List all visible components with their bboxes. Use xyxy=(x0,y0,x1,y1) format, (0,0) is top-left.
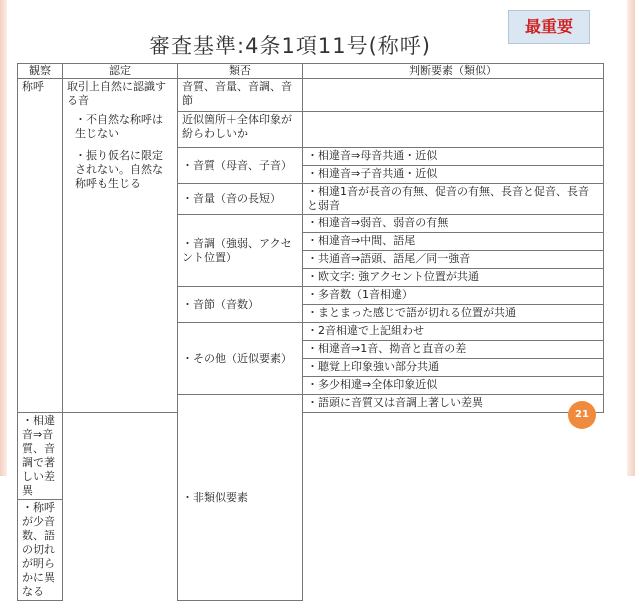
table-header-row xyxy=(18,64,604,79)
factor-item: ・称呼が少音数、語の切れが明らかに異なる xyxy=(18,500,63,601)
header-similarity: 類否 xyxy=(178,64,303,79)
table-row xyxy=(18,112,604,148)
factor-item: ・共通音⇒語頭、語尾／同一強音 xyxy=(303,251,604,269)
table-row xyxy=(18,500,604,601)
page-number-badge: 21 xyxy=(568,401,596,429)
category-dissimilar: ・非類似要素 xyxy=(178,395,303,601)
category-tone: ・音調（強弱、アクセント位置） xyxy=(178,215,303,287)
category-syllable: ・音節（音数） xyxy=(178,287,303,323)
factor-item: ・相違音⇒1音、拗音と直音の差 xyxy=(303,341,604,359)
slide-title: 審査基準:4条1項11号(称呼) xyxy=(149,34,431,58)
factor-item: ・聴覚上印象強い部分共通 xyxy=(303,359,604,377)
criteria-table xyxy=(17,63,604,601)
factor-item: ・相違1音が長音の有無、促音の有無、長音と促音、長音と弱音 xyxy=(303,184,604,215)
factor-item: ・相違音⇒弱音、弱音の有無 xyxy=(303,215,604,233)
recognition-kana: ・振り仮名に限定されない。自然な称呼も生じる xyxy=(63,148,178,413)
factor-item: ・2音相違で上記組わせ xyxy=(303,323,604,341)
factor-empty xyxy=(303,112,604,148)
category-approx: 近似箇所＋全体印象が紛らわしいか xyxy=(178,112,303,148)
recognition-natural: 取引上自然に認識する音 xyxy=(63,79,178,112)
category-sound: 音質、音量、音調、音節 xyxy=(178,79,303,112)
category-volume: ・音量（音の長短） xyxy=(178,184,303,215)
header-recognition: 認定 xyxy=(63,64,178,79)
factor-item: ・相違音⇒中間、語尾 xyxy=(303,233,604,251)
slide-left-border xyxy=(0,0,7,476)
category-quality: ・音質（母音、子音） xyxy=(178,148,303,184)
recognition-unnatural: ・不自然な称呼は生じない xyxy=(63,112,178,148)
factor-empty xyxy=(303,79,604,112)
observation-cell: 称呼 xyxy=(18,79,63,413)
header-observation: 観察 xyxy=(18,64,63,79)
factor-item: ・多少相違⇒全体印象近似 xyxy=(303,377,604,395)
factor-item: ・多音数（1音相違） xyxy=(303,287,604,305)
factor-item: ・相違音⇒母音共通・近似 xyxy=(303,148,604,166)
factor-item: ・語頭に音質又は音調上著しい差異 xyxy=(303,395,604,413)
factor-item: ・相違音⇒音質、音調で著しい差異 xyxy=(18,413,63,500)
table-row xyxy=(18,413,604,500)
factor-item: ・相違音⇒子音共通・近似 xyxy=(303,166,604,184)
category-other: ・その他（近似要素） xyxy=(178,323,303,395)
importance-badge: 最重要 xyxy=(508,10,590,44)
slide-right-border xyxy=(627,0,635,476)
table-row xyxy=(18,79,604,112)
factor-item: ・欧文字: 強アクセント位置が共通 xyxy=(303,269,604,287)
table-row xyxy=(18,148,604,166)
header-factors: 判断要素（類似） xyxy=(303,64,604,79)
factor-item: ・まとまった感じで語が切れる位置が共通 xyxy=(303,305,604,323)
